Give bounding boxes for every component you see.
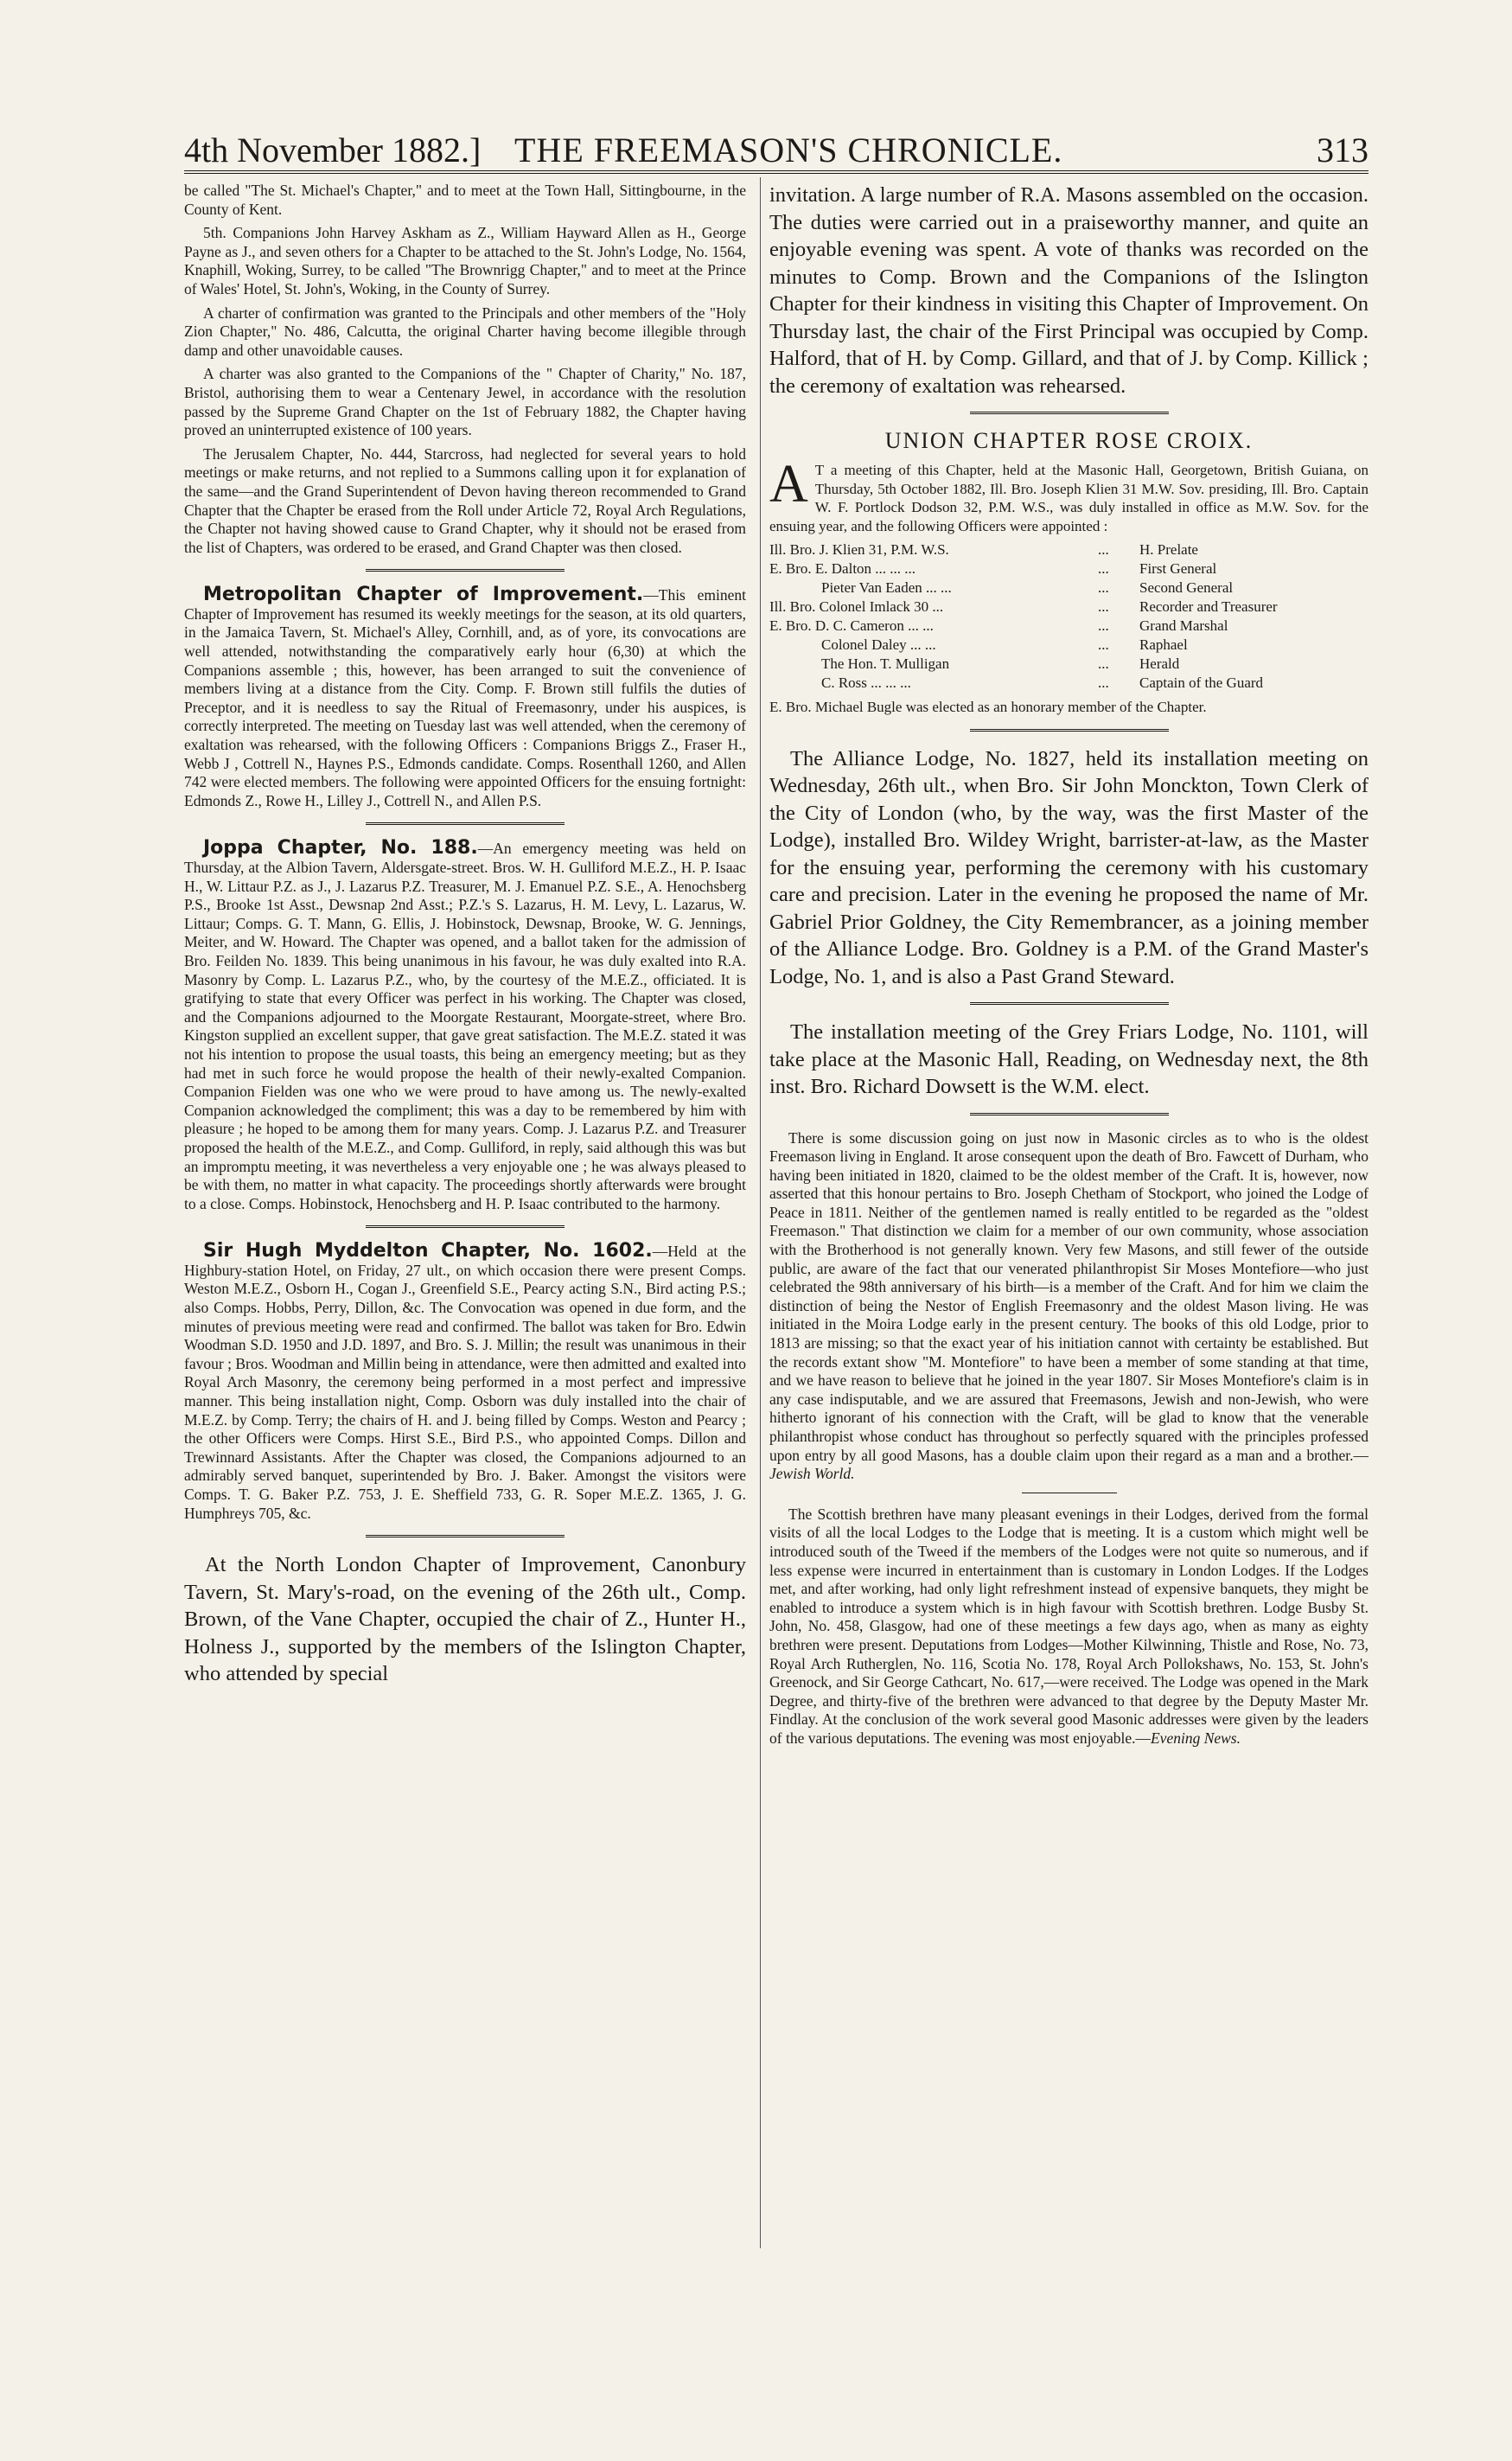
source-credit: Jewish World. [769,1465,855,1483]
article-body: —Held at the Highbury-station Hotel, on Friday, 27 ult., on which occasion there were present Comps. Weston M.E.Z., Osborn H., Cogan J., Greenfield S.E., Pearcy acting S.N., Bird acting P.S.; also Comps. Hobbs, Perry, Dillon, &c. The Convocation was opened in due form, and the minutes of previous meeting were read and confirmed. The ballot was taken for Bro. Edwin Woodman S.D. 1950 and J.D. 1897, and Bro. S. J. Millin; the result was unanimous in their favour ; Bros. Woodman and Millin being in attendance, were then admitted and exalted into Royal Arch Masonry, the ceremony being performed in a most perfect and impressive manner. This being installation night, Comp. Osborn was duly installed into the chair of M.E.Z. by Comp. Terry; the chairs of H. and J. being filled by Comps. Weston and Pearcy ; the other Officers were Comps. Hirst S.E., Bird P.S., who appointed Comps. Dillon and Trewinnard Assistants. After the Chapter was closed, the Companions adjourned to an admirably served banquet, superintended by Bro. J. Baker. Amongst the visitors were Comps. T. G. Baker P.Z. 753, J. E. Sheffield 733, G. R. Soper M.E.Z. 1365, J. G. Humphreys 705, &c. [184,1243,746,1522]
section-separator [970,729,1169,732]
right-column [769,182,1368,2257]
table-row: Ill. Bro. Colonel Imlack 30 ... ... Recorder and Treasurer [769,598,1278,615]
section-separator [366,1225,565,1228]
left-column [184,182,746,2257]
article-oldest-freemason: There is some discussion going on just now in Masonic circles as to who is the oldest Freemason living in England. It arose consequent upon the death of Bro. Fawcett of Durham, who having been initiated in 1820, claimed to be the oldest member of the Craft. It is, however, now asserted that this honour pertains to Bro. Joseph Chetham of Stockport, who joined the Lodge of Peace in 1811. Neither of the gentlemen named is really entitled to be regarded as the "oldest Freemason." That distinction we claim for a member of our own community, whose association with the Brotherhood is not generally known. Very few Masons, and still fewer of the outside public, are aware of the fact that our venerated philanthropist Sir Moses Montefiore—who just celebrated the 98th anniversary of his birth—is a member of the Craft. And for him we claim the distinction of being the Nestor of English Freemasonry and the oldest Mason living. He was initiated in the Moira Lodge early in the present century. The books of this old Lodge, prior to 1813 are missing; so that the exact year of his initiation cannot with certainty be established. But the records extant show "M. Montefiore" to have been a member of some standing at that time, and we have reason to believe that he joined in the year 1807. Sir Moses Montefiore's claim is in any case indisputable, and we are assured that Freemasons, Jewish and non-Jewish, who were hitherto ignorant of his connection with the Craft, will be glad to know that the venerable philanthropist whose conduct has throughout so perfectly squared with the principles professed upon entry by all good Masons, has a double claim upon their regard as a man and a brother.—Jewish World. [769,1128,1368,1483]
page-header [184,130,1368,173]
paragraph: 5th. Companions John Harvey Askham as Z., William Hayward Allen as H., George Payne as J., and seven others for a Chapter to be attached to the St. John's Lodge, No. 1564, Knaphill, Woking, Surrey, to be called "The Brownrigg Chapter," and to meet at the Prince of Wales' Hotel, St. John's, Woking, in the County of Surrey. [184,224,746,297]
paragraph-continued: invitation. A large number of R.A. Masons assembled on the occasion. The duties were carried out in a praiseworthy manner, and quite an enjoyable evening was spent. A vote of thanks was recorded on the minutes to Comp. Brown and the Companions of the Islington Chapter for their kindness in visiting this Chapter of Improvement. On Thursday last, the chair of the First Principal was occupied by Comp. Halford, that of H. by Comp. Gillard, and that of J. by Comp. Killick ; the ceremony of exaltation was rehearsed. [769,183,1368,398]
header-rule [184,170,1368,174]
section-separator [970,1002,1169,1005]
table-row: C. Ross ... ... ... ... Captain of the Guard [821,674,1264,691]
article-scottish-brethren: The Scottish brethren have many pleasant evenings in their Lodges, derived from the formal visits of all the local Lodges to the Lodge that is meeting. It is a custom which might well be introduced south of the Tweed if the members of the Lodges were not quite so numerous, and if less expense were incurred in entertainment than is customary in London Lodges. If the Lodges met, and after working, had only light refreshment instead of expensive banquets, they might be enabled to introduce a system which is in high favour with Scottish brethren. Lodge Busby St. John, No. 458, Glasgow, had one of these meetings a few days ago, when as many as eighty brethren were present. Deputations from Lodges—Mother Kilwinning, Thistle and Rose, No. 73, Royal Arch Rutherglen, No. 116, Scotia No. 178, Royal Arch Pollokshaws, No. 153, St. John's Greenock, and Sir George Cathcart, No. 617,—were received. The Lodge was opened in the Mark Degree, and thirty-five of the brethren were advanced to that degree by the Deputy Master Mr. Findlay. At the conclusion of the work several good Masonic addresses were given by the leaders of the various deputations. The evening was most enjoyable.—Evening News. [769,1505,1368,1747]
table-row: Pieter Van Eaden ... ... ... Second General [821,579,1234,596]
drop-cap: A [769,455,808,514]
paragraph: E. Bro. Michael Bugle was elected as an honorary member of the Chapter. [769,699,1207,715]
article-hugh-myddelton [184,1242,746,1523]
table-row: Ill. Bro. J. Klien 31, P.M. W.S. ... H. Prelate [769,541,1198,558]
source-credit: Evening News. [1150,1729,1241,1747]
article-grey-friars: The installation meeting of the Grey Friars Lodge, No. 1101, will take place at the Masonic Hall, Reading, on Wednesday next, the 8th inst. Bro. Richard Dowsett is the W.M. elect. [769,1020,1368,1098]
table-row: Colonel Daley ... ... ... Raphael [821,636,1188,653]
article-metropolitan [184,585,746,810]
paragraph: A charter of confirmation was granted to the Principals and other members of the "Holy Zion Chapter," No. 486, Calcutta, the original Charter having become illegible through damp and other unavoidable causes. [184,304,746,359]
section-separator [366,822,565,825]
article-alliance-lodge: The Alliance Lodge, No. 1827, held its installation meeting on Wednesday, 26th ult., when Bro. Sir John Monckton, Town Clerk of the City of London (who, by the way, was the first Master of the Lodge), installed Bro. Wildey Wright, barrister-at-law, as the Master for the ensuing year, performing the ceremony with his customary care and precision. Later in the evening he proposed the name of Mr. Gabriel Prior Goldney, the City Remembrancer, as a joining member of the Alliance Lodge. Bro. Goldney is a P.M. of the Grand Master's Lodge, No. 1, and is also a Past Grand Steward. [769,746,1368,988]
officers-table [769,540,1368,693]
article-body: —An emergency meeting was held on Thursday, at the Albion Tavern, Aldersgate-street. Bros. W. H. Gulliford M.E.Z., H. P. Isaac H., W. Littaur P.Z. as J., J. Lazarus P.Z. Treasurer, M. J. Emanuel P.Z. S.E., A. Henochsberg P.S., Brooke 1st Asst., Dewsnap 2nd Asst.; P.Z.'s S. Lazarus, H. M. Levy, L. Lazarus, W. Littaur; Comps. G. T. Mann, G. Ellis, J. Hobinstock, Dewsnap, Brooke, W. G. Jennings, Meiter, and W. Howard. The Chapter was opened, and a ballot taken for the admission of Bro. Feilden No. 1839. This being unanimous in his favour, he was duly exalted into R.A. Masonry by Comp. L. Lazarus P.Z., who, by the courtesy of the M.E.Z., officiated. It is gratifying to state that every Officer was perfect in his working. The Chapter was closed, and the Companions adjourned to the Moorgate Restaurant, Moorgate-street, where Bro. Kingston supplied an excellent supper, that gave great satisfaction. The M.E.Z. stated it was not his intention to propose the usual toasts, this being an emergency meeting; but as they had met in such force he would propose the health of their newly-exalted Companion. Companion Fielden was one who we were proud to have among us. The newly-exalted Companion acknowledged the compliment; this was a day to be remembered by him with pleasure ; he hoped to be among them for many years. Comp. J. Lazarus P.Z. and Treasurer proposed the health of the M.E.Z., and Comp. Gulliford, in reply, said although this was but an impromptu meeting, it was nevertheless a very enjoyable one ; he was always pleased to be with them, no matter in what capacity. The proceedings shortly afterwards were brought to a close. Comps. Hobinstock, Henochsberg and H. P. Isaac contributed to the harmony. [184,840,746,1212]
column-divider [760,177,761,2248]
article-joppa [184,839,746,1213]
section-separator [970,412,1169,414]
table-row: E. Bro. D. C. Cameron ... ... ... Grand Marshal [769,617,1228,634]
paragraph: A charter was also granted to the Companions of the " Chapter of Charity," No. 187, Bristol, authorising them to wear a Centenary Jewel, in accordance with the resolution passed by the Supreme Grand Chapter on the 1st of February 1882, the Chapter having proved an uninterrupted existence of 100 years. [184,365,746,439]
article-heading: Metropolitan Chapter of Improvement. [203,584,644,606]
issue-date: 4th November 1882.] [184,131,482,169]
section-title: UNION CHAPTER ROSE CROIX. [884,428,1254,453]
article-body: —This eminent Chapter of Improvement has resumed its weekly meetings for the season, at its old quarters, in the Jamaica Tavern, St. Michael's Alley, Cornhill, and, as of yore, its convocations are well attended, notwithstanding the comparatively early hour (6,30) at which the Companions assemble ; this, however, has been arranged to suit the convenience of members living at a distance from the City. Comp. F. Brown still fulfils the duties of Preceptor, and it is needless to say the Ritual of Freemasonry, under his auspices, is correctly interpreted. The meeting on Tuesday last was well attended, when the ceremony of exaltation was rehearsed, with the following Officers : Companions Briggs Z., Fraser H., Webb J , Cottrell N., Haynes P.S., Edmonds candidate. Comps. Rosenthall 1260, and Allen 742 were elected members. The following were appointed Officers for the ensuing fortnight: Edmonds Z., Rowe H., Lilley J., Cottrell N., and Allen P.S. [184,586,746,809]
paragraph: The Jerusalem Chapter, No. 444, Starcross, had neglected for several years to hold meetings or make returns, and not replied to a Summons calling upon it for explanation of the same—and the Grand Superintendent of Devon having thereon recommended to Grand Chapter that the Chapter be erased from the Roll under Article 72, Royal Arch Regulations, the Chapter not having showed cause to Grand Chapter, why it should not be erased from the list of Chapters, was ordered to be erased, and Grand Chapter was then closed. [184,444,746,556]
union-intro: A T a meeting of this Chapter, held at the Masonic Hall, Georgetown, British Guiana, on Thursday, 5th October 1882, Ill. Bro. Joseph Klien 31 M.W. Sov. presiding, Ill. Bro. Captain W. F. Portlock Dodson 32, P.M. W.S., was duly installed in office as M.W. Sov. for the ensuing year, and the following Officers were appointed : [769,455,1368,534]
section-separator [366,1535,565,1537]
masthead-title: THE FREEMASON'S CHRONICLE. [514,131,1063,169]
article-heading: Joppa Chapter, No. 188. [203,837,478,860]
article-heading: Sir Hugh Myddelton Chapter, No. 1602. [203,1240,653,1262]
paragraph: be called "The St. Michael's Chapter," and to meet at the Town Hall, Sittingbourne, in the County of Kent. [184,182,746,218]
section-separator [970,1113,1169,1115]
table-row: The Hon. T. Mulligan ... Herald [821,655,1180,672]
section-separator [366,569,565,572]
table-row: E. Bro. E. Dalton ... ... ... ... First General [769,560,1217,577]
page-number: 313 [1317,131,1368,169]
article-north-london: At the North London Chapter of Improvement, Canonbury Tavern, St. Mary's-road, on the evening of the 26th ult., Comp. Brown, of the Vane Chapter, occupied the chair of Z., Hunter H., Holness J., supported by the members of the Islington Chapter, who attended by special [184,1553,746,1686]
